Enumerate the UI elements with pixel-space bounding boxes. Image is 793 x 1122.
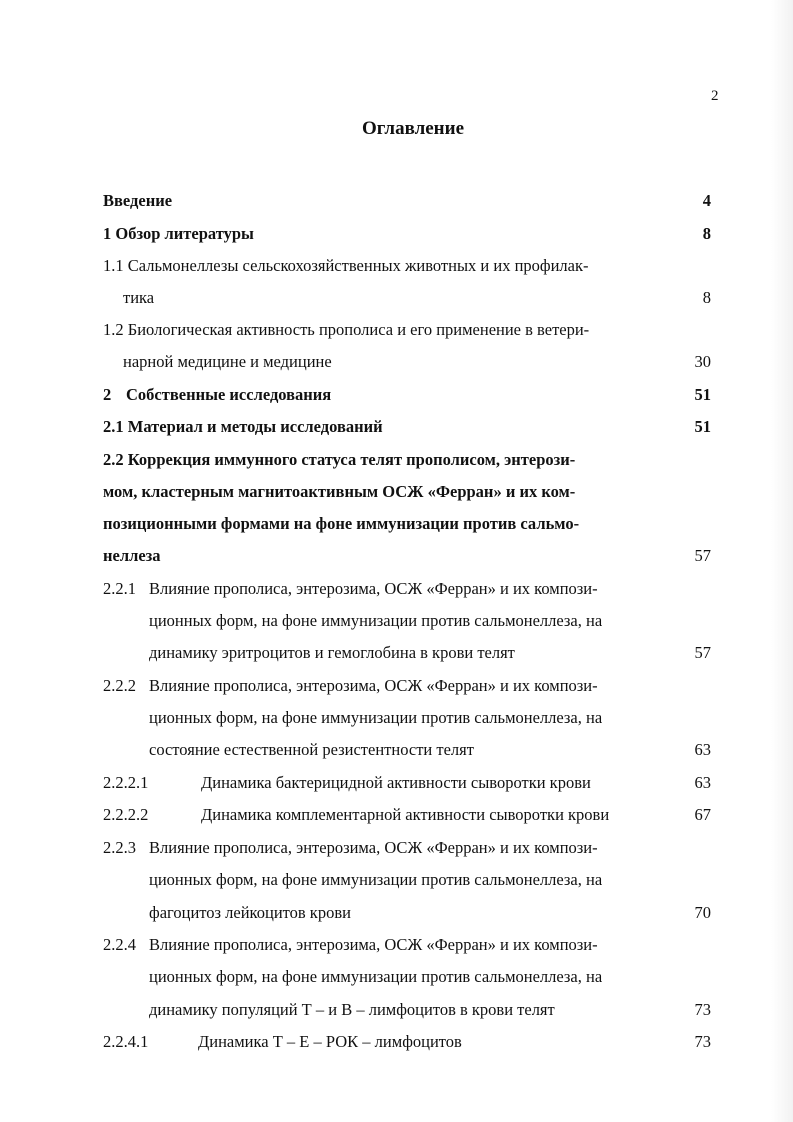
toc-entry-1-1-line2 <box>103 286 713 310</box>
toc-page-number: 57 <box>694 546 711 565</box>
toc-entry-2-2-3-line2 <box>103 868 713 892</box>
toc-entry-2-2-2-1 <box>103 771 713 795</box>
toc-label: фагоцитоз лейкоцитов крови <box>149 903 351 922</box>
toc-label: 2.1 Материал и методы исследований <box>103 417 383 436</box>
toc-entry-2-2-4-1 <box>103 1030 713 1054</box>
toc-entry-2-2-1-line1 <box>103 577 713 601</box>
toc-number: 2.2.3 <box>103 838 136 857</box>
toc-label: нарной медицине и медицине <box>123 352 332 371</box>
toc-label: Влияние прополиса, энтерозима, ОСЖ «Ферран» и их компози- <box>149 579 598 598</box>
toc-label: позиционными формами на фоне иммунизации против сальмо- <box>103 514 580 533</box>
toc-label: тика <box>123 288 155 307</box>
toc-page-number: 70 <box>694 903 711 922</box>
toc-entry-2-2-3-line1 <box>103 836 713 860</box>
toc-number: 2 <box>103 385 112 404</box>
toc-entry-1-2-line1 <box>103 318 713 342</box>
toc-number: 2.2.4 <box>103 935 136 954</box>
toc-entry-2-2-line3 <box>103 512 713 536</box>
toc-number: 2.2.2.2 <box>103 805 149 824</box>
toc-label: Динамика Т – Е – РОК – лимфоцитов <box>198 1032 462 1051</box>
toc-entry-2-2-line4 <box>103 544 713 568</box>
toc-entry-2-2-1-line3 <box>103 641 713 665</box>
toc-entry-2-2-2-line2 <box>103 706 713 730</box>
toc-label: ционных форм, на фоне иммунизации против сальмонеллеза, на <box>149 611 603 630</box>
toc-label: состояние естественной резистентности телят <box>149 740 474 759</box>
toc-entry-2-2-line1 <box>103 448 713 472</box>
toc-number: 2.2.4.1 <box>103 1032 149 1051</box>
toc-number: 2.2.2.1 <box>103 773 149 792</box>
toc-entry-2-2-2-line1 <box>103 674 713 698</box>
toc-page-number: 57 <box>694 643 711 662</box>
toc-label: Введение <box>103 191 173 210</box>
toc-entry-2 <box>103 383 713 407</box>
page-title: Оглавление <box>361 118 465 139</box>
toc-number: 2.2.2 <box>103 676 136 695</box>
toc-entry-2-2-2-2 <box>103 803 713 827</box>
toc-label: динамику эритроцитов и гемоглобина в крови телят <box>149 643 515 662</box>
toc-label: динамику популяций Т – и В – лимфоцитов в крови телят <box>149 1000 555 1019</box>
toc-number: 2.2.1 <box>103 579 136 598</box>
toc-label: 1.2 Биологическая активность прополиса и его применение в ветери- <box>103 320 590 339</box>
toc-page-number: 8 <box>702 224 711 243</box>
toc-page-number: 63 <box>694 740 711 759</box>
toc-page-number: 30 <box>694 352 711 371</box>
toc-label: 2.2 Коррекция иммунного статуса телят прополисом, энтерози- <box>103 450 576 469</box>
toc-label: Влияние прополиса, энтерозима, ОСЖ «Ферран» и их компози- <box>149 935 598 954</box>
toc-entry-1 <box>103 222 713 246</box>
toc-entry-1-2-line2 <box>103 350 713 374</box>
toc-label: 1 Обзор литературы <box>103 224 254 243</box>
toc-label: ционных форм, на фоне иммунизации против сальмонеллеза, на <box>149 708 603 727</box>
toc-label: 1.1 Сальмонеллезы сельскохозяйственных животных и их профилак- <box>103 256 589 275</box>
toc-page-number: 51 <box>694 385 711 404</box>
toc-page-number: 67 <box>694 805 711 824</box>
toc-entry-1-1-line1 <box>103 254 713 278</box>
toc-page-number: 51 <box>694 417 711 436</box>
toc-label: мом, кластерным магнитоактивным ОСЖ «Ферран» и их ком- <box>103 482 576 501</box>
toc-label: неллеза <box>103 546 161 565</box>
toc-entry-2-2-4-line1 <box>103 933 713 957</box>
toc-entry-intro <box>103 189 713 213</box>
toc-entry-2-2-4-line2 <box>103 965 713 989</box>
toc-entry-2-1 <box>103 415 713 439</box>
page-number: 2 <box>711 88 719 104</box>
toc-entry-2-2-4-line3 <box>103 998 713 1022</box>
toc-label: ционных форм, на фоне иммунизации против сальмонеллеза, на <box>149 967 603 986</box>
toc-label: Динамика бактерицидной активности сыворотки крови <box>201 773 591 792</box>
toc-entry-2-2-line2 <box>103 480 713 504</box>
toc-page-number: 63 <box>694 773 711 792</box>
toc-label: Влияние прополиса, энтерозима, ОСЖ «Ферран» и их компози- <box>149 676 598 695</box>
scan-edge-shadow <box>771 0 793 1122</box>
toc-entry-2-2-2-line3 <box>103 738 713 762</box>
toc-entry-2-2-3-line3 <box>103 901 713 925</box>
toc-page-number: 73 <box>694 1032 711 1051</box>
toc-page-number: 8 <box>702 288 711 307</box>
toc-page-number: 73 <box>694 1000 711 1019</box>
toc-label: Собственные исследования <box>126 385 332 404</box>
toc-label: Влияние прополиса, энтерозима, ОСЖ «Ферран» и их компози- <box>149 838 598 857</box>
toc-label: ционных форм, на фоне иммунизации против сальмонеллеза, на <box>149 870 603 889</box>
toc-entry-2-2-1-line2 <box>103 609 713 633</box>
toc-label: Динамика комплементарной активности сыворотки крови <box>201 805 610 824</box>
toc-page-number: 4 <box>702 191 711 210</box>
